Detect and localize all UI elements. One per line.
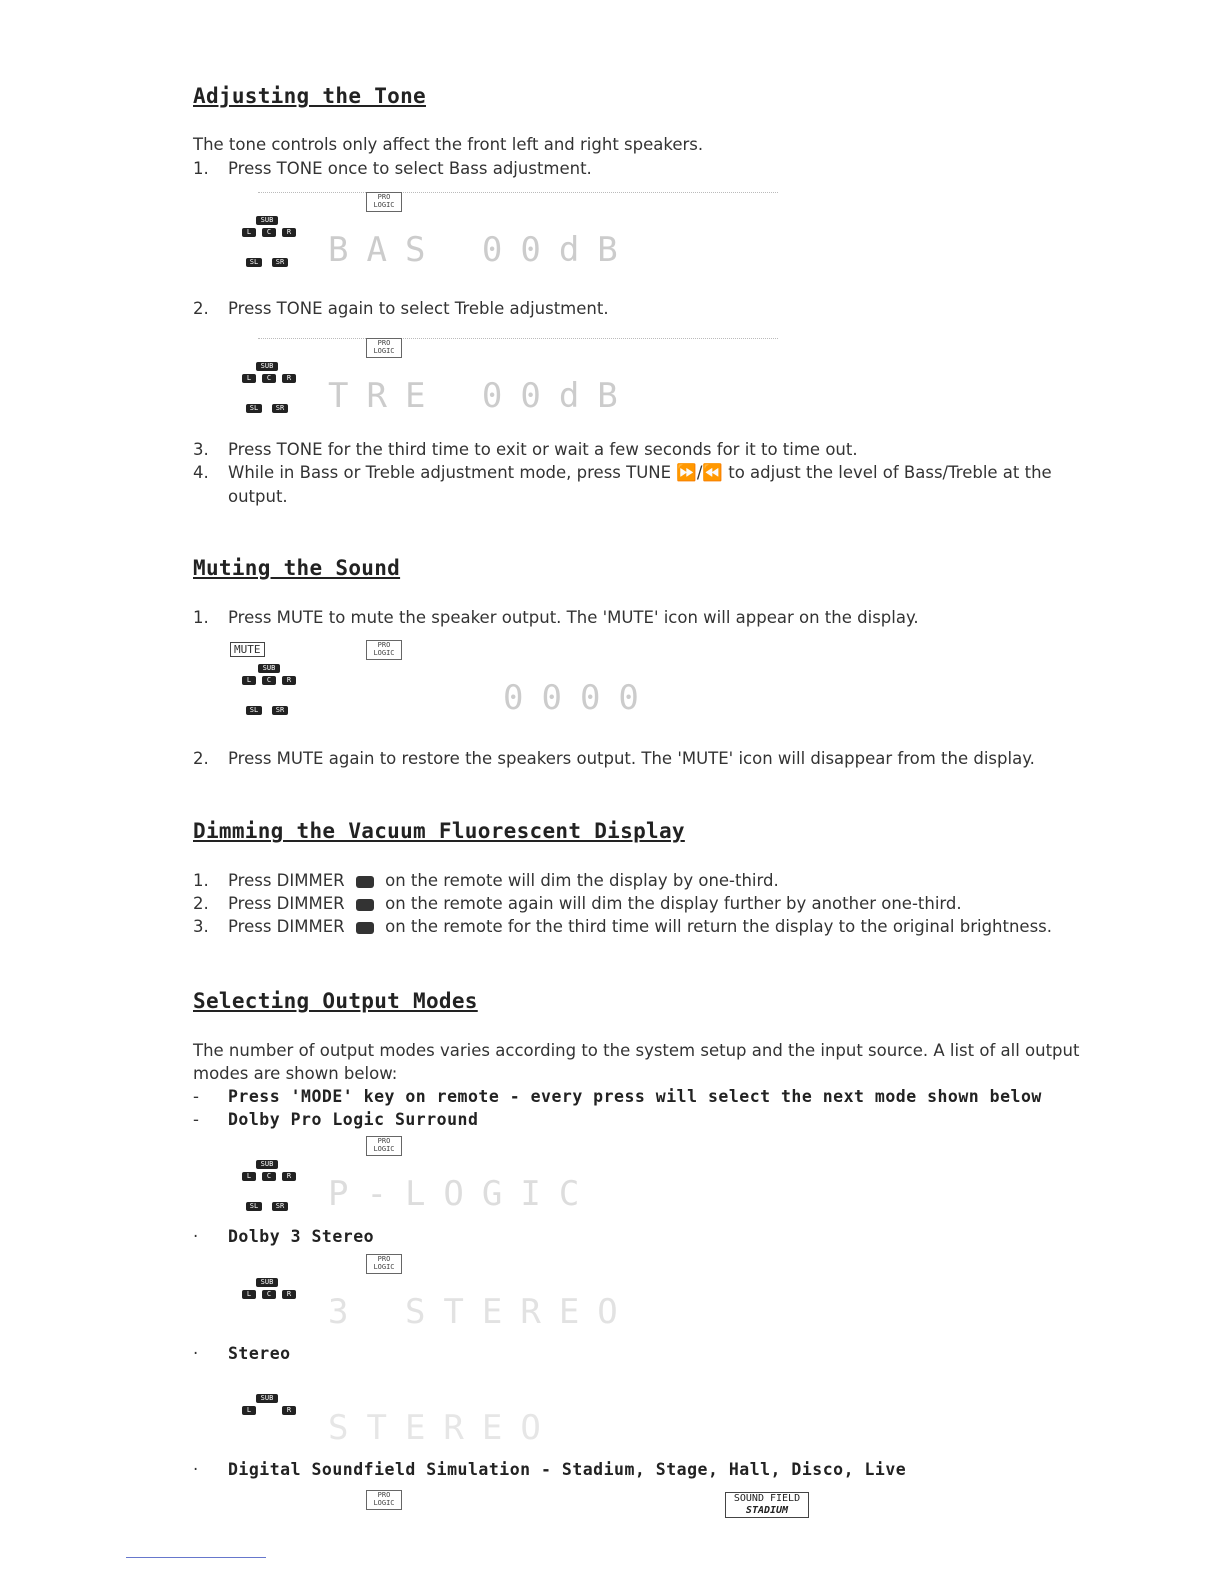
pro-logic-indicator: PRO LOGIC xyxy=(366,1136,402,1156)
dimmer-icon xyxy=(356,899,374,911)
pro-logic-indicator: PRO LOGIC xyxy=(366,1254,402,1274)
mute-indicator: MUTE xyxy=(230,642,265,657)
vfd-display-mute xyxy=(228,640,818,728)
tone-step-3: Press TONE for the third time to exit or wait a few seconds for it to time out. xyxy=(228,440,858,459)
segment-readout: STEREO xyxy=(328,1408,559,1448)
footer-rule xyxy=(126,1557,266,1558)
sl-indicator: SL xyxy=(246,706,262,715)
l-indicator: L xyxy=(242,1172,256,1181)
display-border xyxy=(258,192,778,194)
display-border xyxy=(258,338,778,340)
segment-readout: 0000 xyxy=(503,678,657,718)
mode-key-instruction: Press 'MODE' key on remote - every press will select the next mode shown below xyxy=(228,1087,1042,1106)
segment-readout: P-LOGIC xyxy=(328,1174,598,1214)
dim-step-2: Press DIMMER on the remote again will dim the display further by another one-third. xyxy=(228,894,962,913)
step-number: 3. xyxy=(193,440,209,459)
r-indicator: R xyxy=(282,1290,296,1299)
speaker-indicators xyxy=(240,1278,300,1338)
dim-step-3: Press DIMMER on the remote for the third time will return the display to the original brightness. xyxy=(228,917,1053,936)
tone-step-4: While in Bass or Treble adjustment mode, press TUNE ⏩/⏪ to adjust the level of Bass/Treble at the xyxy=(228,463,1052,482)
step-number: 4. xyxy=(193,463,209,482)
section-title-tone: Adjusting the Tone xyxy=(193,84,426,108)
tone-step-2: Press TONE again to select Treble adjustment. xyxy=(228,299,609,318)
mute-step-1: Press MUTE to mute the speaker output. The 'MUTE' icon will appear on the display. xyxy=(228,608,919,627)
r-indicator: R xyxy=(282,374,296,383)
step-number: 3. xyxy=(193,917,209,936)
tone-step-4-cont: output. xyxy=(228,487,288,506)
mute-step-2: Press MUTE again to restore the speakers output. The 'MUTE' icon will disappear from the display. xyxy=(228,749,1035,768)
sub-indicator: SUB xyxy=(256,1278,278,1287)
tone-step-1: Press TONE once to select Bass adjustment. xyxy=(228,159,592,178)
bullet: - xyxy=(193,1087,199,1106)
pro-logic-indicator: PRO LOGIC xyxy=(366,1490,402,1510)
pro-logic-indicator: PRO LOGIC xyxy=(366,640,402,660)
c-indicator: C xyxy=(262,1290,276,1299)
sub-indicator: SUB xyxy=(256,1394,278,1403)
sr-indicator: SR xyxy=(272,1202,288,1211)
mode-pro-logic: Dolby Pro Logic Surround xyxy=(228,1110,479,1129)
vfd-display-3-stereo xyxy=(228,1254,818,1334)
pro-logic-indicator: PRO LOGIC xyxy=(366,338,402,358)
segment-readout: 3 STEREO xyxy=(328,1292,636,1332)
dimmer-icon xyxy=(356,876,374,888)
sr-indicator: SR xyxy=(272,404,288,413)
modes-intro-cont: modes are shown below: xyxy=(193,1064,398,1083)
step-number: 2. xyxy=(193,894,209,913)
speaker-indicators xyxy=(240,1160,300,1220)
speaker-indicators xyxy=(240,362,300,422)
segment-readout: BAS 00dB xyxy=(328,230,636,270)
l-indicator: L xyxy=(242,1406,256,1415)
bullet: - xyxy=(193,1110,199,1129)
c-indicator: C xyxy=(262,676,276,685)
soundfield-indicator: SOUND FIELD STADIUM xyxy=(725,1492,809,1518)
r-indicator: R xyxy=(282,676,296,685)
speaker-indicators xyxy=(240,216,300,276)
sub-indicator: SUB xyxy=(256,362,278,371)
r-indicator: R xyxy=(282,1406,296,1415)
sub-indicator: SUB xyxy=(258,664,280,673)
sr-indicator: SR xyxy=(272,258,288,267)
pro-logic-indicator: PRO LOGIC xyxy=(366,192,402,212)
l-indicator: L xyxy=(242,374,256,383)
r-indicator: R xyxy=(282,228,296,237)
vfd-display-treble xyxy=(228,338,818,426)
tone-intro: The tone controls only affect the front left and right speakers. xyxy=(193,135,704,154)
vfd-display-pro-logic xyxy=(228,1136,818,1224)
section-title-mute: Muting the Sound xyxy=(193,556,401,580)
l-indicator: L xyxy=(242,676,256,685)
c-indicator: C xyxy=(262,1172,276,1181)
bullet: · xyxy=(193,1227,199,1246)
step-number: 2. xyxy=(193,749,209,768)
sr-indicator: SR xyxy=(272,706,288,715)
l-indicator: L xyxy=(242,228,256,237)
step-number: 1. xyxy=(193,608,209,627)
l-indicator: L xyxy=(242,1290,256,1299)
segment-readout: TRE 00dB xyxy=(328,376,636,416)
vfd-display-stereo xyxy=(228,1370,818,1448)
sl-indicator: SL xyxy=(246,258,262,267)
modes-intro: The number of output modes varies according to the system setup and the input source. A list of all output xyxy=(193,1041,1080,1060)
mode-3-stereo: Dolby 3 Stereo xyxy=(228,1227,375,1246)
vfd-display-bass xyxy=(228,192,818,280)
step-number: 2. xyxy=(193,299,209,318)
section-title-modes: Selecting Output Modes xyxy=(193,989,478,1013)
sl-indicator: SL xyxy=(246,404,262,413)
dim-step-1: Press DIMMER on the remote will dim the display by one-third. xyxy=(228,871,779,890)
r-indicator: R xyxy=(282,1172,296,1181)
mode-soundfield: Digital Soundfield Simulation - Stadium, Stage, Hall, Disco, Live xyxy=(228,1460,907,1479)
speaker-indicators xyxy=(240,1394,300,1454)
step-number: 1. xyxy=(193,159,209,178)
speaker-indicators xyxy=(240,664,300,724)
tune-arrows-icon: ⏩/⏪ xyxy=(676,463,723,482)
bullet: · xyxy=(193,1344,199,1363)
sl-indicator: SL xyxy=(246,1202,262,1211)
section-title-dimmer: Dimming the Vacuum Fluorescent Display xyxy=(193,819,685,843)
c-indicator: C xyxy=(262,228,276,237)
step-number: 1. xyxy=(193,871,209,890)
mode-stereo: Stereo xyxy=(228,1344,291,1363)
c-indicator: C xyxy=(262,374,276,383)
vfd-display-soundfield xyxy=(228,1490,818,1530)
bullet: · xyxy=(193,1460,199,1479)
dimmer-icon xyxy=(356,922,374,934)
sub-indicator: SUB xyxy=(256,216,278,225)
sub-indicator: SUB xyxy=(256,1160,278,1169)
